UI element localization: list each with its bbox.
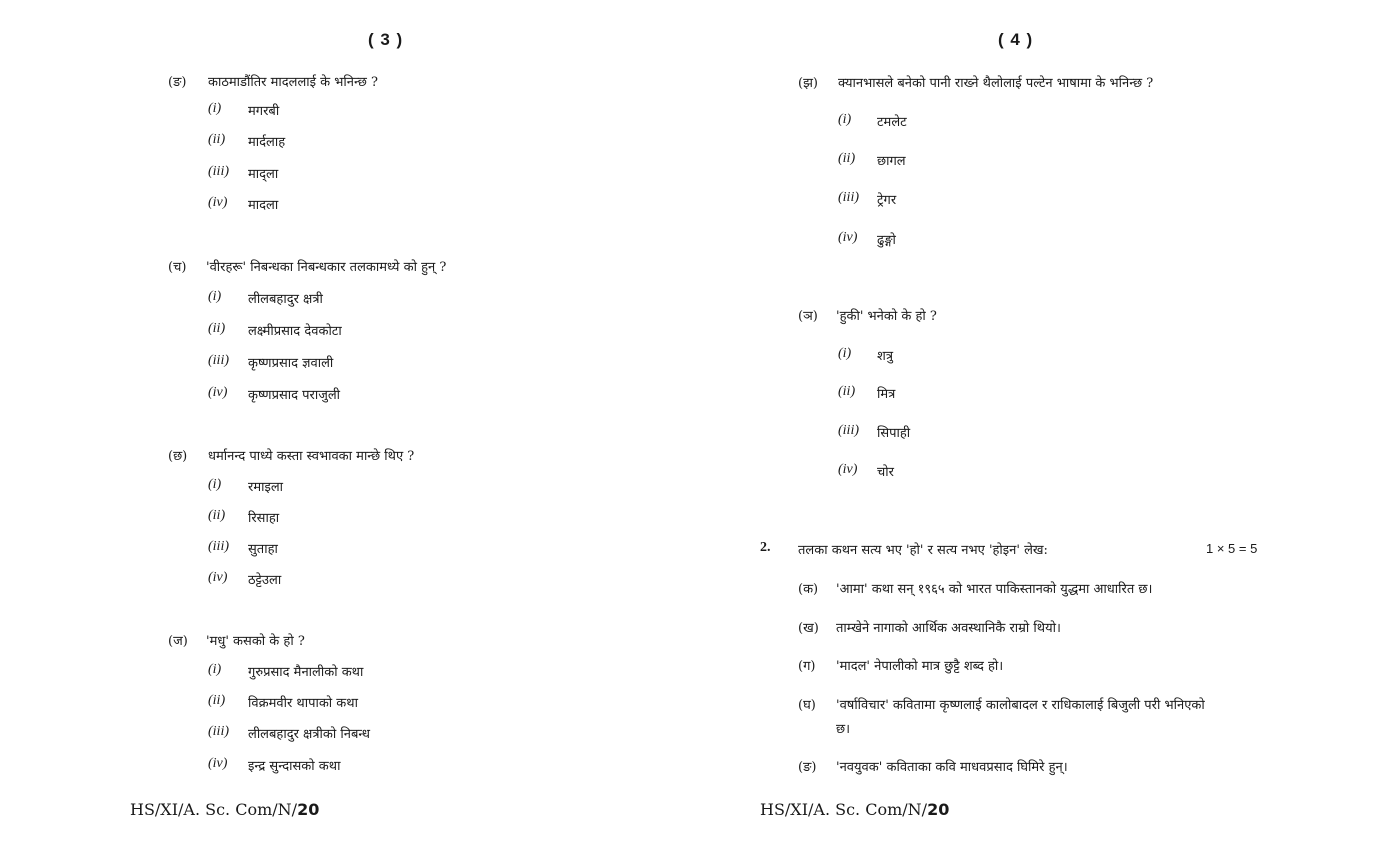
option-number: (iv): [208, 195, 228, 210]
statement-label: (ग): [798, 659, 816, 674]
option-text: मगरबी: [248, 104, 280, 119]
statement-text: 'आमा' कथा सन् १९६५ को भारत पाकिस्तानको युद्धमा आधारित छ।: [836, 582, 1153, 597]
option-text: इन्द्र सुन्दासको कथा: [248, 759, 341, 774]
option-text: गुरुप्रसाद मैनालीको कथा: [248, 665, 364, 680]
question-label: (छ): [168, 449, 188, 464]
page-footer: [130, 800, 319, 819]
option-number: (iii): [208, 724, 229, 739]
option-number: (ii): [208, 508, 226, 523]
statement-label: (क): [798, 582, 819, 597]
footer-year: 20: [927, 800, 950, 819]
section-number: 2.: [760, 540, 771, 555]
statement-label: (ङ): [798, 760, 817, 775]
question-label: (झ): [798, 76, 818, 91]
option-number: (ii): [208, 132, 226, 147]
option-number: (iii): [208, 164, 229, 179]
statement-text-line1: 'वर्षाविचार' कवितामा कृष्णलाई कालोबादल र राधिकालाई बिजुली परी भनिएको: [836, 698, 1205, 713]
option-text: माद्ला: [248, 167, 279, 182]
option-number: (iv): [208, 756, 228, 771]
footer-code: HS/XI/A. Sc. Com/N/: [760, 800, 928, 819]
option-text: कृष्णप्रसाद पराजुली: [248, 388, 341, 403]
statement-text: 'नवयुवक' कविताका कवि माधवप्रसाद घिमिरे हुन्।: [836, 760, 1068, 775]
question-label: (ङ): [168, 75, 187, 90]
option-number: (i): [208, 662, 222, 677]
question-label: (च): [168, 260, 187, 275]
page-footer: [760, 800, 949, 819]
statement-label: (ख): [798, 621, 819, 636]
option-text: शत्रु: [877, 349, 894, 364]
option-number: (ii): [208, 321, 226, 336]
option-number: (iv): [838, 230, 858, 245]
question-text: काठमाडौंतिर मादललाई के भनिन्छ ?: [208, 75, 378, 90]
option-number: (iii): [838, 423, 859, 438]
option-text: रिसाहा: [248, 511, 280, 526]
question-text: 'हुकी' भनेको के हो ?: [836, 309, 937, 324]
option-text: सुताहा: [248, 542, 278, 557]
statement-text: ताम्खेने नागाको आर्थिक अवस्थानिकै राम्रो थियो।: [836, 621, 1061, 636]
option-text: ट्रेगर: [877, 193, 897, 208]
option-text: सिपाही: [877, 426, 911, 441]
option-text: कृष्णप्रसाद ज्ञवाली: [248, 356, 334, 371]
question-text: 'मधु' कसको के हो ?: [206, 634, 305, 649]
option-text: रमाइला: [248, 480, 284, 495]
statement-text-line2: छ।: [836, 722, 851, 737]
option-number: (i): [208, 101, 222, 116]
option-number: (iii): [838, 190, 859, 205]
option-number: (i): [208, 289, 222, 304]
option-number: (i): [208, 477, 222, 492]
section-instruction: तलका कथन सत्य भए 'हो' र सत्य नभए 'होइन' लेख:: [798, 543, 1048, 558]
option-text: छागल: [877, 154, 906, 169]
option-number: (iii): [208, 353, 229, 368]
option-text: मार्दलाह: [248, 135, 286, 150]
option-text: लीलबहादुर क्षत्री: [248, 292, 323, 307]
option-text: टमलेट: [877, 115, 907, 130]
option-text: विक्रमवीर थापाको कथा: [248, 696, 358, 711]
question-label: (ज): [168, 634, 188, 649]
question-text: क्यानभासले बनेको पानी राख्ने थैलोलाई पल्टेन भाषामा के भनिन्छ ?: [838, 76, 1154, 91]
statement-text: 'मादल' नेपालीको मात्र छुट्टै शब्द हो।: [836, 659, 1004, 674]
option-text: ढुङ्गो: [877, 233, 896, 248]
option-number: (iv): [208, 385, 228, 400]
option-text: ठट्टेउला: [248, 573, 282, 588]
option-number: (ii): [838, 151, 856, 166]
page-number: ( 3 ): [368, 30, 404, 49]
option-number: (ii): [208, 693, 226, 708]
option-text: मित्र: [877, 387, 896, 402]
option-number: (i): [838, 112, 852, 127]
option-number: (iv): [208, 570, 228, 585]
statement-label: (घ): [798, 698, 816, 713]
question-label: (ञ): [798, 309, 818, 324]
page-4: [630, 0, 1330, 850]
page-number: ( 4 ): [998, 30, 1034, 49]
option-number: (iv): [838, 462, 858, 477]
question-text: धर्मानन्द पाध्ये कस्ता स्वभावका मान्छे थिए ?: [208, 449, 415, 464]
footer-code: HS/XI/A. Sc. Com/N/: [130, 800, 298, 819]
option-number: (iii): [208, 539, 229, 554]
question-text: 'वीरहरू' निबन्धका निबन्धकार तलकामध्ये को हुन् ?: [206, 260, 447, 275]
option-text: लक्ष्मीप्रसाद देवकोटा: [248, 324, 342, 339]
option-number: (i): [838, 346, 852, 361]
option-text: मादला: [248, 198, 279, 213]
option-text: लीलबहादुर क्षत्रीको निबन्ध: [248, 727, 370, 742]
section-marks: 1 × 5 = 5: [1206, 541, 1258, 556]
footer-year: 20: [297, 800, 320, 819]
option-number: (ii): [838, 384, 856, 399]
option-text: चोर: [877, 465, 894, 480]
